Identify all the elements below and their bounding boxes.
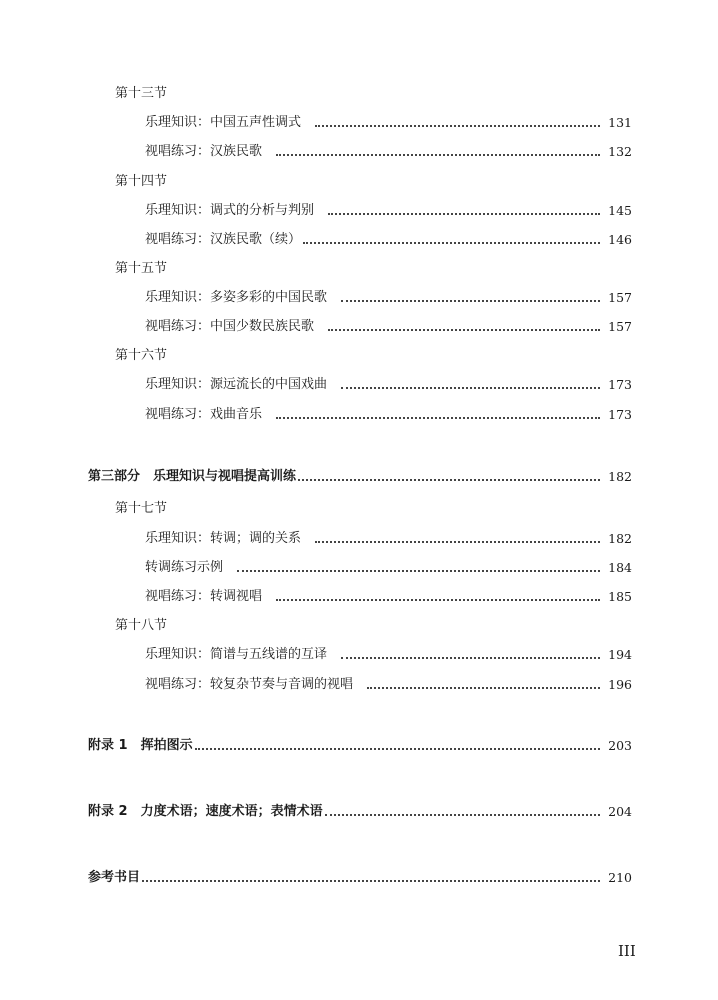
- leader-dots: [328, 329, 600, 331]
- section-heading: 第十六节: [115, 348, 168, 363]
- toc-entry[interactable]: [145, 288, 632, 308]
- leader-dots: [341, 300, 600, 302]
- toc-references-page: 210: [608, 870, 632, 885]
- toc-entry-page: 157: [608, 290, 632, 305]
- toc-part-entry[interactable]: [88, 467, 632, 487]
- leader-dots: [237, 570, 600, 572]
- toc-entry-page: 184: [608, 560, 632, 575]
- toc-entry[interactable]: [145, 142, 632, 162]
- leader-dots: [276, 417, 600, 419]
- section-heading: 第十八节: [115, 618, 168, 633]
- leader-dots: [142, 880, 600, 882]
- toc-entry-page: 194: [608, 647, 632, 662]
- toc-entry-page: 185: [608, 589, 632, 604]
- toc-appendix-entry[interactable]: [88, 802, 632, 822]
- toc-references-entry[interactable]: [88, 868, 632, 888]
- toc-appendix-page: 204: [608, 804, 632, 819]
- leader-dots: [315, 541, 600, 543]
- toc-entry-text: 乐理知识：多姿多彩的中国民歌: [145, 290, 328, 305]
- toc-appendix-label: 附录 2 力度术语；速度术语；表情术语: [88, 804, 323, 819]
- toc-entry[interactable]: [145, 317, 632, 337]
- toc-entry[interactable]: [145, 645, 632, 665]
- toc-entry-page: 173: [608, 407, 632, 422]
- toc-entry-text: 乐理知识：中国五声性调式: [145, 115, 302, 130]
- toc-entry[interactable]: [145, 405, 632, 425]
- toc-references-label: 参考书目: [88, 870, 141, 885]
- leader-dots: [367, 687, 600, 689]
- leader-dots: [341, 657, 600, 659]
- toc-entry-page: 196: [608, 677, 632, 692]
- toc-entry-text: 乐理知识：转调；调的关系: [145, 531, 302, 546]
- toc-entry-page: 182: [608, 531, 632, 546]
- toc-appendix-page: 203: [608, 738, 632, 753]
- toc-entry-page: 157: [608, 319, 632, 334]
- leader-dots: [195, 748, 601, 750]
- toc-entry-text: 视唱练习：汉族民歌（续）: [145, 232, 302, 247]
- toc-entry[interactable]: [145, 675, 632, 695]
- toc-entry-text: 视唱练习：中国少数民族民歌: [145, 319, 315, 334]
- toc-part-label: 第三部分 乐理知识与视唱提高训练: [88, 469, 297, 484]
- section-heading: 第十四节: [115, 174, 168, 189]
- toc-entry-text: 乐理知识：简谱与五线谱的互译: [145, 647, 328, 662]
- leader-dots: [303, 242, 600, 244]
- toc-appendix-label: 附录 1 挥拍图示: [88, 738, 193, 753]
- toc-entry[interactable]: [145, 113, 632, 133]
- toc-entry-page: 131: [608, 115, 632, 130]
- toc-entry-text: 视唱练习：汉族民歌: [145, 144, 263, 159]
- toc-entry[interactable]: [145, 587, 632, 607]
- toc-entry-text: 乐理知识：源远流长的中国戏曲: [145, 377, 328, 392]
- toc-entry[interactable]: [145, 201, 632, 221]
- page-folio: III: [618, 942, 636, 960]
- toc-entry[interactable]: [145, 230, 632, 250]
- toc-part-page: 182: [608, 469, 632, 484]
- section-heading: 第十七节: [115, 501, 168, 516]
- toc-entry[interactable]: [145, 375, 632, 395]
- toc-entry-page: 146: [608, 232, 632, 247]
- toc-entry-page: 173: [608, 377, 632, 392]
- toc-entry-page: 132: [608, 144, 632, 159]
- toc-entry-text: 乐理知识：调式的分析与判别: [145, 203, 315, 218]
- leader-dots: [315, 125, 600, 127]
- toc-entry-text: 转调练习示例: [145, 560, 224, 575]
- toc-entry-text: 视唱练习：戏曲音乐: [145, 407, 263, 422]
- toc-entry[interactable]: [145, 558, 632, 578]
- leader-dots: [298, 479, 600, 481]
- section-heading: 第十三节: [115, 86, 168, 101]
- toc-entry-page: 145: [608, 203, 632, 218]
- toc-appendix-entry[interactable]: [88, 736, 632, 756]
- leader-dots: [325, 814, 601, 816]
- toc-entry-text: 视唱练习：较复杂节奏与音调的视唱: [145, 677, 354, 692]
- leader-dots: [276, 154, 600, 156]
- section-heading: 第十五节: [115, 261, 168, 276]
- leader-dots: [276, 599, 600, 601]
- leader-dots: [328, 213, 600, 215]
- leader-dots: [341, 387, 600, 389]
- toc-entry-text: 视唱练习：转调视唱: [145, 589, 263, 604]
- toc-entry[interactable]: [145, 529, 632, 549]
